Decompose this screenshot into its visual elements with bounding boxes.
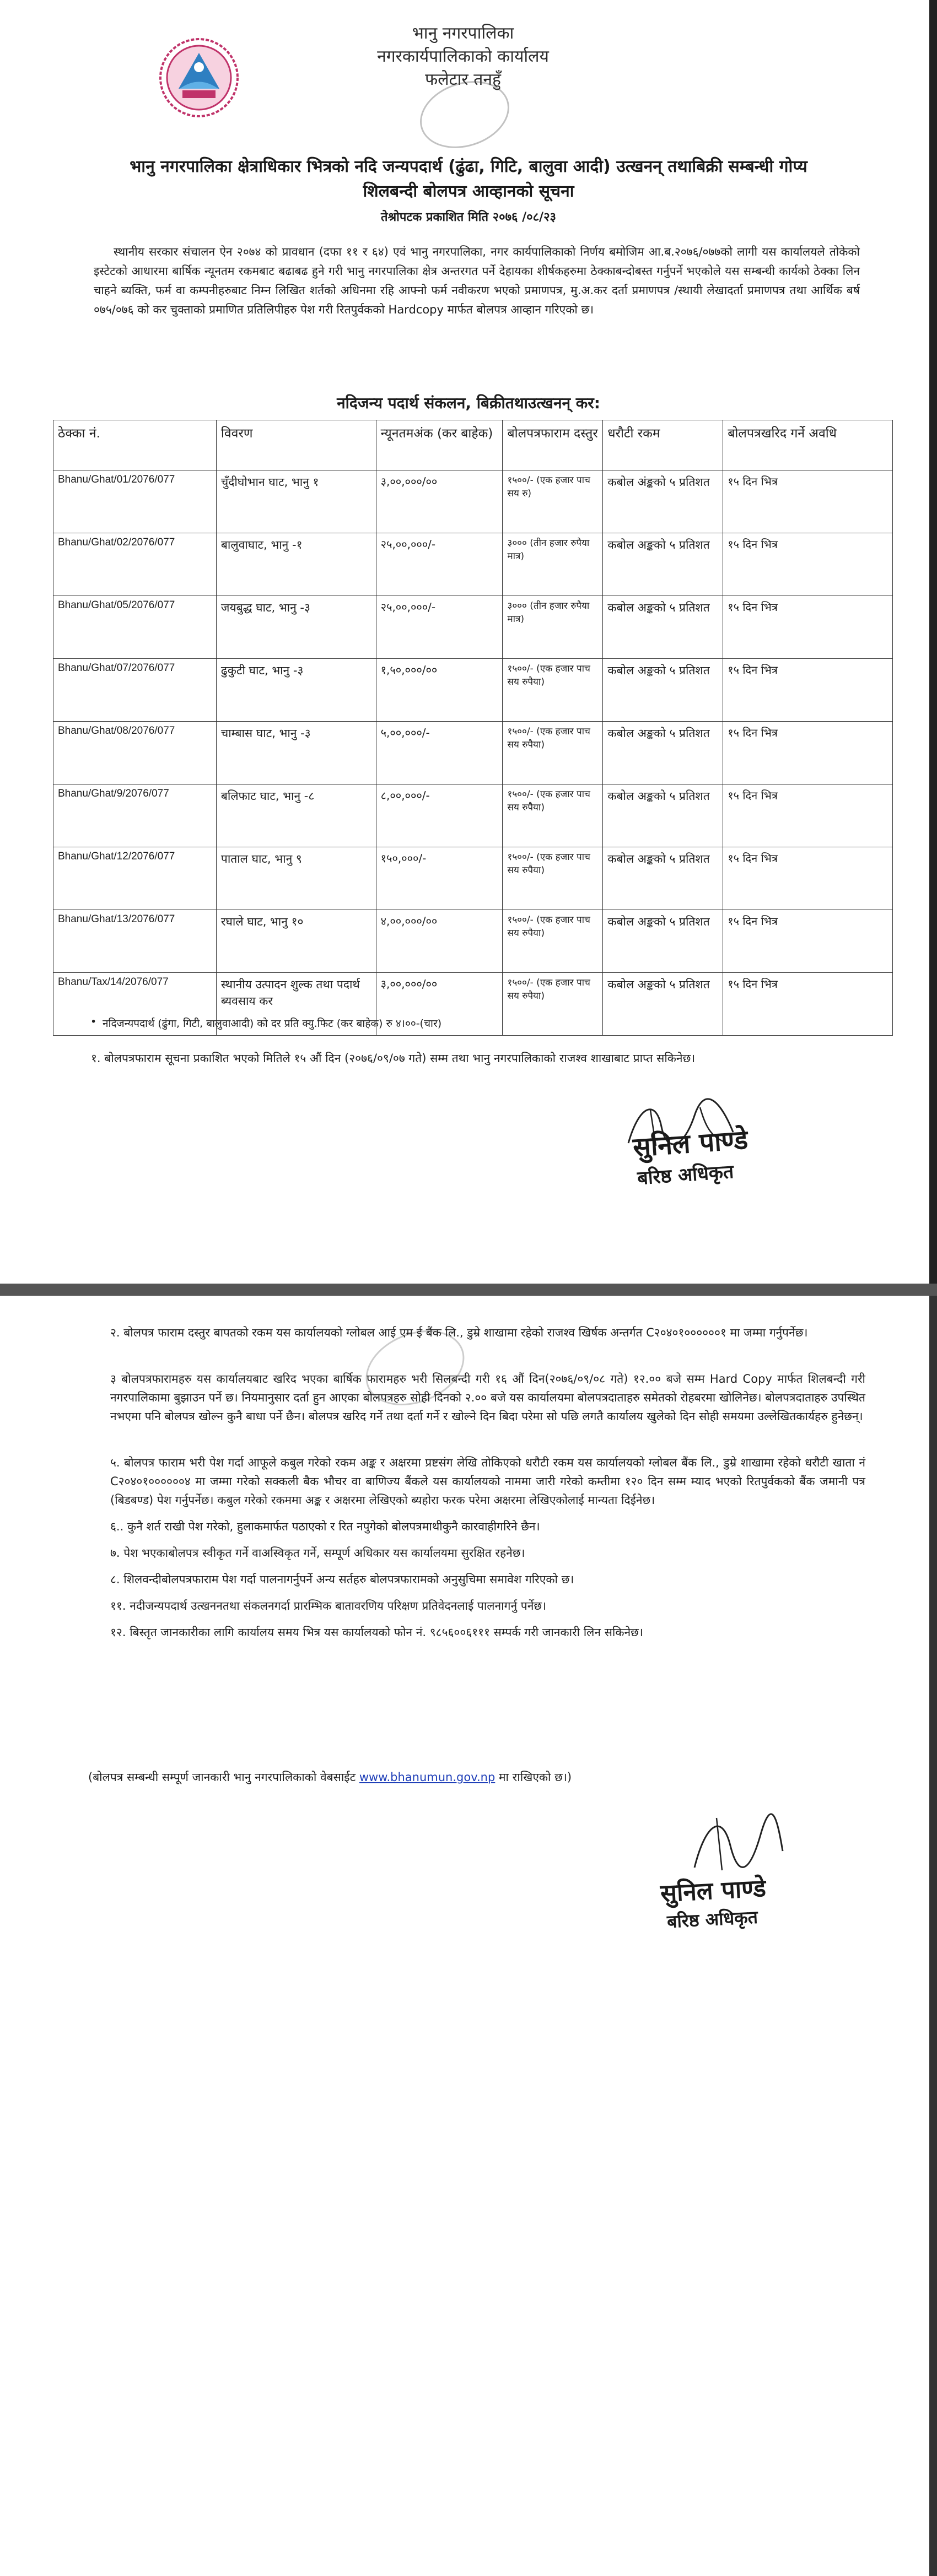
purchase-period: १५ दिन भित्र — [723, 784, 893, 847]
contract-no: Bhanu/Ghat/13/2076/077 — [53, 910, 217, 973]
description: बालुवाघाट, भानु -१ — [216, 533, 376, 596]
rate-note: • नदिजन्यपदार्थ (ढुंगा, गिटी, बालुवाआदी) को दर प्रति क्यु.फिट (कर बाहेक) रु ४।००-(चार) — [103, 1016, 819, 1030]
intro-paragraph: स्थानीय सरकार संचालन ऐन २०७४ को प्रावधान (दफा ११ र ६४) एवं भानु नगरपालिका, नगर कार्यपालिकाको निर्णय बमोजिम आ.ब.२०७६/०७७को लागी यस कार्यालयले तोकेको इस्टेटको आधारमा बार्षिक न्यूनतम रकमबाट बढाबढ हुने गरी भानु नगरपालिका क्षेत्र अन्तरगत पर्ने देहायका शीर्षकहरुमा ठेक्काबन्दोबस्त गर्नुपर्ने भएकोले यस सम्बन्धी कार्यको ठेक्का लिन चाहने ब्यक्ति, फर्म वा कम्पनीहरुबाट निम्न लिखित शर्तको अधिनमा रहि आफ्नो फर्म नवीकरण भएको प्रमाणपत्र, मु.अ.कर दर्ता प्रमाणपत्र /स्थायी लेखादर्ता प्रमाणपत्र तथा आर्थिक बर्ष ०७५/०७६ को कर चुक्ताको प्रमाणित प्रतिलिपीहरु पेश गरी रितपुर्वकको Hardcopy मार्फत बोलपत्र आव्हान गरिएको छ। — [94, 245, 860, 316]
form-fee: १५००/- (एक हजार पाच सय रुपैया) — [503, 973, 603, 1036]
header-description: विवरण — [216, 420, 376, 470]
header-min-amount: न्यूनतमअंक (कर बाहेक) — [376, 420, 503, 470]
section-heading: नदिजन्य पदार्थ संकलन, बिक्रीतथाउत्खनन् कर: — [337, 394, 600, 412]
purchase-period: १५ दिन भित्र — [723, 722, 893, 784]
condition-item: ५. बोलपत्र फाराम भरी पेश गर्दा आफूले कबुल गरेको रकम अङ्क र अक्षरमा प्रष्टसंग लेखि तोकिएको धरौटी रकम यस कार्यालयको ग्लोबल बैंक लि., डुम्रे शाखामा रहेको धरौटी खाता नं C२०४०१००००००४ मा जम्मा गरेको सक्कली बैक भौचर वा बाणिज्य बैंकले यस कार्यालयको नाममा जारी गरेको कम्तीमा १२० दिन सम्म म्याद भएको रितपुर्वकको बैंक जमानी पत्र (बिडबण्ड) पेश गर्नुपर्नेछ। कबुल गरेको रकममा अङ्क र अक्षरमा लेखिएको ब्यहोरा फरक परेमा अक्षरमा लेखिएकोलाई मान्यता दिईनेछ। — [110, 1456, 865, 1507]
contract-no: Bhanu/Ghat/02/2076/077 — [53, 533, 217, 596]
description: जयबुद्ध घाट, भानु -३ — [216, 596, 376, 659]
min-amount: ४,००,०००/०० — [376, 910, 503, 973]
deposit: कबोल अङ्कको ५ प्रतिशत — [603, 533, 723, 596]
deposit: कबोल अङ्कको ५ प्रतिशत — [603, 973, 723, 1036]
tender-table — [53, 420, 893, 1036]
signatory-title: बरिष्ठ अधिकृत — [666, 1906, 758, 1933]
notice-title: भानु नगरपालिका क्षेत्राधिकार भित्रको नदि जन्यपदार्थ (ढुंढा, गिटि, बालुवा आदी) उत्खनन् तथाबिक्री सम्बन्धी गोप्य — [130, 157, 807, 176]
purchase-period: १५ दिन भित्र — [723, 659, 893, 722]
min-amount: ५,००,०००/- — [376, 722, 503, 784]
condition-item: ८. शिलवन्दीबोलपत्रफाराम पेश गर्दा पालनागर्नुपर्ने अन्य सर्तहरु बोलपत्रफारामको अनुसुचिमा समावेश गरिएको छ। — [110, 1573, 574, 1586]
condition-item: ६.. कुनै शर्त राखी पेश गरेको, हुलाकमार्फत पठाएको र रित नपुगेको बोलपत्रमाथीकुनै कारवाहीगरिने छैन। — [110, 1520, 540, 1533]
contract-no: Bhanu/Ghat/01/2076/077 — [53, 470, 217, 533]
header-purchase-period: बोलपत्रखरिद गर्ने अवधि — [723, 420, 893, 470]
condition-item: ११. नदीजन्यपदार्थ उत्खननतथा संकलनगर्दा प्रारम्भिक बातावरणिय परिक्षण प्रतिवेदनलाई पालनागर्नु पर्नेछ। — [110, 1599, 547, 1612]
form-fee: १५००/- (एक हजार पाच सय रु) — [503, 470, 603, 533]
table-row — [53, 910, 893, 973]
min-amount: २५,००,०००/- — [376, 596, 503, 659]
description: पाताल घाट, भानु ९ — [216, 847, 376, 910]
min-amount: ३,००,०००/०० — [376, 973, 503, 1036]
contract-no: Bhanu/Tax/14/2076/077 — [53, 973, 217, 1036]
contract-no: Bhanu/Ghat/08/2076/077 — [53, 722, 217, 784]
description: चाम्बास घाट, भानु -३ — [216, 722, 376, 784]
description: स्थानीय उत्पादन शुल्क तथा पदार्थ ब्यवसाय कर — [216, 973, 376, 1036]
contract-no: Bhanu/Ghat/12/2076/077 — [53, 847, 217, 910]
signatory-title: बरिष्ठ अधिकृत — [636, 1160, 735, 1190]
publication-date: तेश्रोपटक प्रकाशित मिति २०७६ /०८/२३ — [381, 210, 556, 224]
header-form-fee: बोलपत्रफाराम दस्तुर — [503, 420, 603, 470]
deposit: कबोल अङ्कको ५ प्रतिशत — [603, 722, 723, 784]
contract-no: Bhanu/Ghat/07/2076/077 — [53, 659, 217, 722]
deposit: कबोल अङ्कको ५ प्रतिशत — [603, 910, 723, 973]
table-row — [53, 470, 893, 533]
table-header-row — [53, 420, 893, 470]
condition-item: २. बोलपत्र फाराम दस्तुर बापतको रकम यस कार्यालयको ग्लोबल आई एम ई बैंक लि., डुम्रे शाखामा रहेको राजश्व खिर्षक अन्तर्गत C२०४०१००००००१ मा जम्मा गर्नुपर्नेछ। — [110, 1326, 808, 1339]
form-fee: १५००/- (एक हजार पाच सय रुपैया) — [503, 722, 603, 784]
purchase-period: १५ दिन भित्र — [723, 973, 893, 1036]
table-row — [53, 722, 893, 784]
condition-item: ३ बोलपत्रफारामहरु यस कार्यालयबाट खरिद भएका बार्षिक फारामहरु भरी सिलबन्दी गरी १६ औं दिन(२०७६/०९/०८ गते) १२.०० बजे सम्म Hard Copy मार्फत शिलबन्दी गरी नगरपालिकामा बुझाउन पर्ने छ। नियमानुसार दर्ता हुन आएका बोलपत्रहरु सोही दिनको २.०० बजे यस कार्यालयमा बोलपत्रदाताहरु समेतको रोहबरमा खोलिनेछ। बोलपत्रदाताहरु उपस्थित नभएमा पनि बोलपत्र खोल्न कुनै बाधा पर्ने छैन। बोलपत्र खरिद गर्ने तथा दर्ता गर्ने र खोल्ने दिन बिदा परेमा सो पछि लगतै कार्यालय खुलेको दिन सोही समयमा उल्लेखितकार्यहरु हुनेछन्। — [110, 1372, 865, 1423]
condition-item: १. बोलपत्रफाराम सूचना प्रकाशित भएको मितिले १५ औं दिन (२०७६/०९/०७ गते) सम्म तथा भानु नगरपालिकाको राजश्व शाखाबाट प्राप्त सकिनेछ। — [91, 1052, 696, 1065]
page-separator — [0, 1284, 937, 1296]
condition-item: ७. पेश भएकाबोलपत्र स्वीकृत गर्ने वाअस्विकृत गर्ने, सम्पूर्ण अधिकार यस कार्यालयमा सुरक्षित रहनेछ। — [110, 1546, 525, 1560]
office-location: फलेटार तनहुँ — [425, 70, 501, 89]
purchase-period: १५ दिन भित्र — [723, 596, 893, 659]
contract-no: Bhanu/Ghat/9/2076/077 — [53, 784, 217, 847]
form-fee: १५००/- (एक हजार पाच सय रुपैया) — [503, 847, 603, 910]
deposit: कबोल अङ्कको ५ प्रतिशत — [603, 659, 723, 722]
condition-item: १२. बिस्तृत जानकारीका लागि कार्यालय समय भित्र यस कार्यालयको फोन नं. ९८५६००६१११ सम्पर्क गरी जानकारी लिन सकिनेछ। — [110, 1626, 643, 1639]
notice-subtitle: शिलबन्दी बोलपत्र आव्हानको सूचना — [363, 182, 574, 201]
municipality-name: भानु नगरपालिका — [412, 24, 514, 43]
description: चुँदीघोभान घाट, भानु १ — [216, 470, 376, 533]
signature-scribble-icon — [678, 1807, 788, 1879]
website-note-prefix: (बोलपत्र सम्बन्धी सम्पूर्ण जानकारी भानु नगरपालिकाको वेबसाईट — [88, 1771, 359, 1784]
municipality-emblem-icon — [158, 36, 240, 119]
website-link[interactable]: www.bhanumun.gov.np — [359, 1771, 496, 1784]
table-row — [53, 533, 893, 596]
description: बलिफाट घाट, भानु -८ — [216, 784, 376, 847]
purchase-period: १५ दिन भित्र — [723, 533, 893, 596]
form-fee: ३००० (तीन हजार रुपैया मात्र) — [503, 533, 603, 596]
conditions-list — [110, 1323, 865, 1649]
purchase-period: १५ दिन भित्र — [723, 847, 893, 910]
description: रघाले घाट, भानु १० — [216, 910, 376, 973]
header-contract-no: ठेक्का नं. — [53, 420, 217, 470]
table-row — [53, 596, 893, 659]
min-amount: १५०,०००/- — [376, 847, 503, 910]
signatory-name: सुनिल पाण्डे — [659, 1874, 767, 1908]
signatory-name: सुनिल पाण्डे — [632, 1124, 749, 1163]
table-row — [53, 847, 893, 910]
website-note-suffix: मा राखिएको छ।) — [495, 1771, 572, 1784]
deposit: कबोल अङ्कको ५ प्रतिशत — [603, 847, 723, 910]
office-header — [309, 22, 617, 91]
form-fee: १५००/- (एक हजार पाच सय रुपैया) — [503, 784, 603, 847]
form-fee: ३००० (तीन हजार रुपैया मात्र) — [503, 596, 603, 659]
website-note — [88, 1769, 849, 1785]
min-amount: ३,००,०००/०० — [376, 470, 503, 533]
description: ढुकुटी घाट, भानु -३ — [216, 659, 376, 722]
deposit: कबोल अङ्कको ५ प्रतिशत — [603, 596, 723, 659]
min-amount: १,५०,०००/०० — [376, 659, 503, 722]
contract-no: Bhanu/Ghat/05/2076/077 — [53, 596, 217, 659]
form-fee: १५००/- (एक हजार पाच सय रुपैया) — [503, 659, 603, 722]
table-row — [53, 784, 893, 847]
min-amount: २५,००,०००/- — [376, 533, 503, 596]
table-row — [53, 659, 893, 722]
deposit: कबोल अङ्कको ५ प्रतिशत — [603, 784, 723, 847]
header-deposit: धरौटी रकम — [603, 420, 723, 470]
form-fee: १५००/- (एक हजार पाच सय रुपैया) — [503, 910, 603, 973]
min-amount: ८,००,०००/- — [376, 784, 503, 847]
purchase-period: १५ दिन भित्र — [723, 470, 893, 533]
office-name: नगरकार्यपालिकाको कार्यालय — [377, 47, 549, 66]
purchase-period: १५ दिन भित्र — [723, 910, 893, 973]
deposit: कबोल अंङ्कको ५ प्रतिशत — [603, 470, 723, 533]
